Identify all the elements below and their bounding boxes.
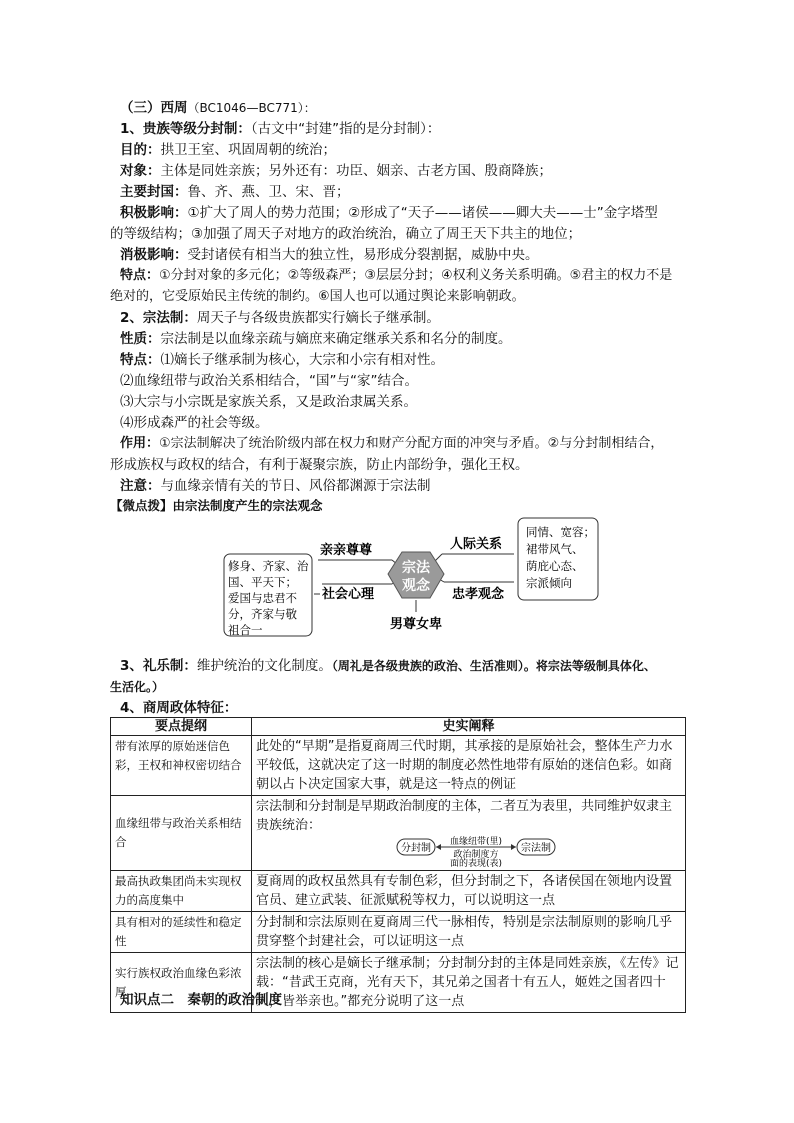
label-nanzun: 男尊女卑 [390,617,443,632]
left-box-line-4: 分，齐家与敬 [228,607,297,621]
liyue-line-2: 生活化。） [110,680,165,694]
label-renji: 人际关系 [450,537,503,552]
mini-arrowhead [436,844,441,850]
table-key: 带有浓厚的原始迷信色彩，王权和神权密切结合 [111,736,252,796]
zongfa-feature-1: 特点：⑴嫡长子继承制为核心，大宗和小宗有相对性。 [120,352,444,368]
table-row [111,871,686,912]
effect-line-2: 形成族权与政权的结合，有利于凝聚宗族，防止内部纷争，强化王权。 [110,457,529,473]
liyue-line-1: 3、礼乐制：维护统治的文化制度。（周礼是各级贵族的政治、生活准则）。将宗法等级制具体化、 [120,658,656,674]
zongfa-feature-4: ⑷形成森严的社会等级。 [120,415,269,431]
right-box-line-2: 裙带风气、 [526,542,584,556]
shangzhou-table [110,717,686,1013]
nature-line: 性质：宗法制是以血缘亲疏与嫡庶来确定继承关系和名分的制度。 [120,331,512,347]
table-key: 具有相对的延续性和稳定性 [111,912,252,953]
label-qinqin: 亲亲尊尊 [320,543,373,558]
left-box-line-2: 国、平天下； [228,575,297,589]
label-shehui: 社会心理 [322,587,375,602]
zongfa-feature-2: ⑵血缘纽带与政治关系相结合，“国”与“家”结合。 [120,373,418,389]
right-box-line-1: 同情、宽容； [526,525,595,539]
table-key: 最高执政集团尚未实现权力的高度集中 [111,871,252,912]
attention-line: 注意：与血缘亲情有关的节日、风俗都渊源于宗法制 [120,478,431,494]
mini-arrowhead [511,844,516,850]
fenfeng-zongfa-mini-diagram [396,835,556,867]
right-box-line-3: 荫庇心态、 [526,559,584,573]
tip-heading: 【微点拨】由宗法制度产生的宗法观念 [110,498,323,513]
table-header: 史实阐释 [252,718,686,736]
shangzhou-heading: 4、商周政体特征： [120,700,238,716]
center-label-2: 观念 [402,578,430,594]
effect-line-1: 作用：①宗法制解决了统治阶级内部在权力和财产分配方面的冲突与矛盾。②与分封制相结合， [120,436,664,451]
negative-line: 消极影响：受封诸侯有相当大的独立性，易形成分裂割据，威胁中央。 [120,247,539,263]
right-box-line-4: 宗派倾向 [526,576,572,590]
feature-line-2: 绝对的，它受原始民主传统的制约。⑥国人也可以通过舆论来影响朝政。 [110,289,525,304]
center-label-1: 宗法 [402,560,430,576]
table-row [111,736,686,796]
fengjian-heading: 1、贵族等级分封制：（古文中“封建”指的是分封制）： [120,121,441,137]
table-row [111,912,686,953]
objects-line: 对象：主体是同姓亲族；另外还有：功臣、姻亲、古老方国、殷商降族； [120,163,552,179]
knowledge-point-two-heading: 知识点二 秦朝的政治制度 [120,992,282,1008]
mini-right-label: 宗法制 [521,843,551,854]
section-heading: （三）西周（BC1046—BC771）： [120,100,316,116]
table-value: 夏商周的政权虽然具有专制色彩，但分封制之下，各诸侯国在领地内设置官员、建立武装、征派赋税等权力，可以说明这一点 [252,871,686,912]
table-value: 此处的“早期”是指夏商周三代时期，其承接的是原始社会，整体生产力水平较低，这就决定了这一时期的制度必然性地带有原始的迷信色彩。如商朝以占卜决定国家大事，就是这一特点的例证 [252,736,686,796]
table-key: 血缘纽带与政治关系相结合 [111,796,252,871]
zongfa-concept-diagram [222,516,602,640]
table-value: 宗法制的核心是嫡长子继承制；分封制分封的主体是同姓亲族，《左传》记载：“昔武王克商，光有天下，其兄弟之国者十有五人，姬姓之国者四十人，皆举亲也。”都充分说明了这一点 [252,953,686,1013]
left-box-line-1: 修身、齐家、治 [228,559,309,573]
zongfa-feature-3: ⑶大宗与小宗既是家族关系，又是政治隶属关系。 [120,394,417,410]
mini-bottom-label-2: 面的表现(表) [449,859,503,867]
table-value: 分封制和宗法原则在夏商周三代一脉相传，特别是宗法制原则的影响几乎贯穿整个封建社会，可以证明这一点 [252,912,686,953]
mini-top-label: 血缘纽带(里) [449,837,503,847]
table-row [111,796,686,871]
positive-line-2: 的等级结构；③加强了周天子对地方的政治统治，确立了周王天下共主的地位； [110,226,582,242]
label-zhongxiao: 忠孝观念 [452,587,505,602]
states-line: 主要封国：鲁、齐、燕、卫、宋、晋； [120,184,350,200]
left-box-line-5: 祖合一 [228,623,263,637]
table-value-text: 宗法制和分封制是早期政治制度的主体，二者互为表里，共同维护奴隶主贵族统治： [256,799,673,833]
table-header: 要点提纲 [111,718,252,736]
mini-bottom-label-1: 政治制度方 [453,850,499,860]
feature-line-1: 特点：①分封对象的多元化；②等级森严；③层层分封；④权利义务关系明确。⑤君主的权力不是 [120,268,673,283]
positive-line-1: 积极影响：①扩大了周人的势力范围；②形成了“天子——诸侯——卿大夫——士”金字塔型 [120,205,658,221]
mini-left-label: 分封制 [401,843,431,854]
table-key: 实行族权政治血缘色彩浓厚 [111,953,252,1013]
table-header-row [111,718,686,736]
table-value [252,796,686,871]
purpose-line: 目的：拱卫王室、巩固周朝的统治； [120,142,336,158]
left-box-line-3: 爱国与忠君不 [228,591,297,605]
zongfa-heading: 2、宗法制：周天子与各级贵族都实行嫡长子继承制。 [120,310,440,326]
